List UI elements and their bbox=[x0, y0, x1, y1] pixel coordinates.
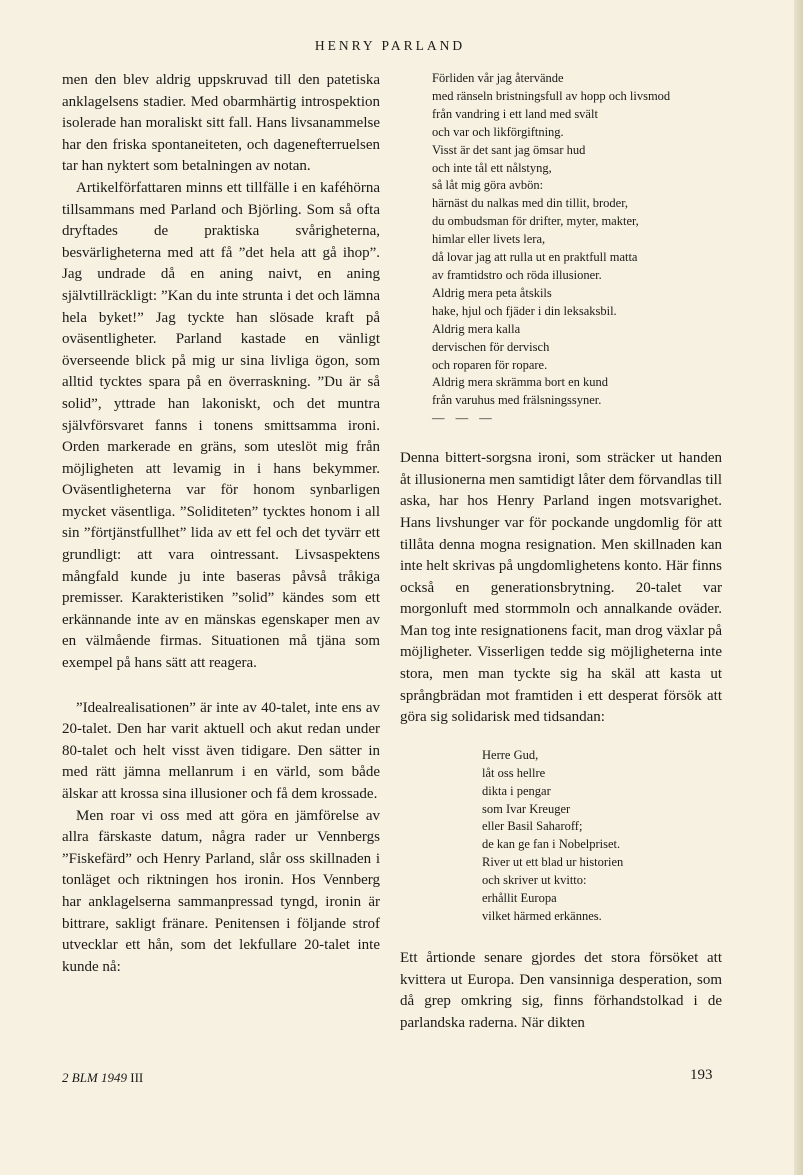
poem-line: Aldrig mera skrämma bort en kund bbox=[432, 375, 608, 390]
poem-line: från vandring i ett land med svält bbox=[432, 106, 598, 121]
poem-ellipsis-dashes: — — — bbox=[432, 411, 496, 426]
signature-label: 2 BLM 1949 bbox=[62, 1070, 127, 1085]
poem-line: erhållit Europa bbox=[482, 891, 557, 906]
paragraph: Denna bittert-sorgsna ironi, som sträcker ut handen åt illusionerna men samtidigt låter dem förvandlas till aska, har hos Henry Parland ingen motsvarighet. Hans livshunger var för pockande ungdomlig för att tillåta denna mogna resignation. Men skillnaden kan inte helt skrivas på ungdomlighetens konto. Här finns också en generationsbrytning. 20-talet var morgonluft med stormmoln och annalkande oväder. Man tog inte resignationens facit, man drog växlar på möjligheter. Visserligen tedde sig möjligheterna inte stora, men man tyckte sig ha skäl att kasta ut språngbrädan mot framtiden i ett desperat försök att göra sig solidarisk med tidsandan: bbox=[400, 450, 723, 726]
poem-line: och var och likförgiftning. bbox=[432, 124, 564, 139]
poem-vennberg bbox=[432, 70, 722, 428]
poem-line: låt oss hellre bbox=[482, 765, 546, 780]
paragraph: men den blev aldrig uppskruvad till den patetiska anklagelsens stadier. Med obarmhärtig introspektion isolerade han moraliskt sitt fall. Hans livsanammelse har den friska spontaneiteten, och dagenefterruelsen tar han nyktert som betalningen av notan. bbox=[62, 72, 380, 175]
poem-line: dikta i pengar bbox=[482, 783, 551, 798]
poem-line: med ränseln bristningsfull av hopp och livsmod bbox=[432, 88, 671, 103]
poem-line: av framtidstro och röda illusioner. bbox=[432, 267, 602, 282]
running-title: HENRY PARLAND bbox=[314, 38, 466, 53]
poem-line: dervischen för dervisch bbox=[432, 339, 550, 354]
paragraph: Men roar vi oss med att göra en jämförelse av allra färskaste datum, några rader ur Vennbergs ”Fiskefärd” och Henry Parland, slår oss skillnaden i tonläget och riktningen hos ironin. Hos Vennberg har anklagelserna sammanpressad tyngd, ironin är bittrare, sakligt fränare. Penitensen i följande strof utvecklar ett hån, som det lekfullare 20-talet inte kunde nå: bbox=[62, 807, 380, 975]
poem-line: då lovar jag att rulla ut en praktfull matta bbox=[432, 250, 638, 265]
poem-line: härnäst du nalkas med din tillit, broder, bbox=[432, 196, 628, 211]
paragraph: Artikelförfattaren minns ett tillfälle i en kaféhörna tillsammans med Parland och Björling. Som så ofta dryftades de praktiska svårigheterna, besvärligheterna med att få ”det hela att gå ihop”. Jag undrade då en aning naivt, en aning självtillräckligt: ”Kan du inte strunta i det och lämna hela byket!” Jag tyckte han slösade kraft på oväsentligheter. Parland kastade en vänligt överseende blick på mig ur sina livliga ögon, som alltid tycktes spara på en överraskning. ”Du är så solid”, yttrade han lakoniskt, och det muntra självförsvaret fanns i tonens smittsamma ironi. Orden markerade en gräns, som uteslöt mig från möjligheten att levamig in i hans bekymmer. Oväsentligheterna var för honom synbarligen mycket väsentliga. ”Soliditeten” tycktes honom i all sin ”förtjänstfullhet” lida av ett fel och det tyvärr ett grundligt: att vara ointressant. Livsaspektens mångfald kunde ju inte baseras påvså tråkiga premisser. Karakteristiken ”solid” kändes som ett erkännande inte av en mänskas egenskaper men av en välmående firmas. Situationen må tjäna som exempel på hans sätt att reagera. bbox=[62, 179, 380, 672]
poem-line: Aldrig mera peta åtskils bbox=[432, 285, 552, 300]
left-column bbox=[62, 70, 380, 978]
signature-roman: III bbox=[130, 1070, 144, 1085]
poem-line: och skriver ut kvitto: bbox=[482, 873, 587, 888]
poem-line: och roparen för ropare. bbox=[432, 357, 548, 372]
poem-line: himlar eller livets lera, bbox=[432, 232, 546, 247]
poem-parland bbox=[482, 747, 722, 926]
right-column bbox=[400, 70, 722, 1034]
poem-line: hake, hjul och fjäder i din leksaksbil. bbox=[432, 303, 617, 318]
printer-signature bbox=[62, 1070, 143, 1086]
paragraph: ”Idealrealisationen” är inte av 40-talet, inte ens av 20-talet. Den har varit aktuell och akut redan under 80-talet och helt visst även tidigare. Den sätter in med rätt jämna mellanrum i en värld, som både älskar att krossa sina illusioner och få dem krossade. bbox=[62, 699, 380, 802]
paragraph: Ett årtionde senare gjordes det stora försöket att kvittera ut Europa. Den vansinniga desperation, som då grep omkring sig, finns förhandstolkad i de parlandska raderna. När dikten bbox=[400, 949, 722, 1031]
poem-line: Förliden vår jag återvände bbox=[432, 71, 564, 85]
poem-line: som Ivar Kreuger bbox=[482, 801, 571, 816]
poem-line: Aldrig mera kalla bbox=[432, 321, 521, 336]
poem-line: Herre Gud, bbox=[482, 747, 539, 762]
page-edge bbox=[794, 0, 803, 1175]
page-number: 193 bbox=[690, 1067, 713, 1083]
poem-line: eller Basil Saharoff; bbox=[482, 819, 583, 834]
poem-line: från varuhus med frälsningssyner. bbox=[432, 393, 602, 408]
poem-line: du ombudsman för drifter, myter, makter, bbox=[432, 214, 639, 229]
poem-line: och inte tål ett nålstyng, bbox=[432, 160, 552, 175]
poem-line: vilket härmed erkännes. bbox=[482, 909, 602, 923]
poem-line: så låt mig göra avbön: bbox=[432, 178, 544, 193]
poem-line: de kan ge fan i Nobelpriset. bbox=[482, 837, 621, 852]
poem-line: Visst är det sant jag ömsar hud bbox=[432, 142, 586, 157]
poem-line: River ut ett blad ur historien bbox=[482, 855, 624, 870]
